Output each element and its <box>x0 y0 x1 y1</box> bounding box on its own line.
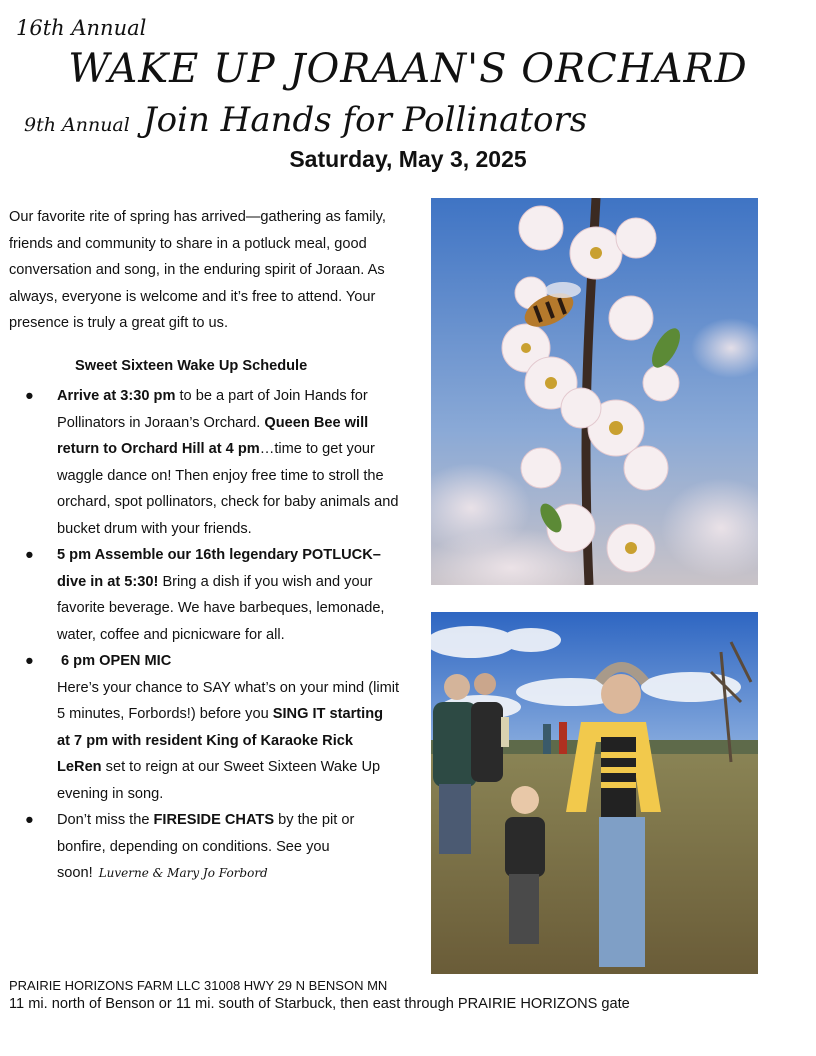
schedule-item-arrive <box>0 383 400 542</box>
bullet-icon: ● <box>25 388 34 404</box>
schedule-item-open-mic <box>0 648 400 807</box>
bullet-icon: ● <box>25 653 34 669</box>
fireside-lead: Don’t miss the <box>57 812 154 828</box>
karaoke-text: SING IT starting at 7 pm with resident King of Karaoke Rick LeRen <box>57 706 384 775</box>
annual-9-label: 9th Annual <box>24 114 130 136</box>
bullet-icon: ● <box>25 547 34 563</box>
potluck-text: Bring a dish if you wish and your favorite beverage. We have barbeques, lemonade, water, coffee and picnicware for all. <box>57 573 385 643</box>
event-subtitle: Join Hands for Pollinators <box>143 100 588 140</box>
event-date: Saturday, May 3, 2025 <box>289 146 527 172</box>
schedule-item-fireside <box>0 807 400 887</box>
waggle-text: …time to get your waggle dance on! Then enjoy free time to stroll the orchard, spot pollinators, check for baby animals and bucket drum with your friends. <box>57 441 399 537</box>
schedule-title: Sweet Sixteen Wake Up Schedule <box>75 358 308 374</box>
fireside-text: by the pit or bonfire, depending on conditions. See you soon! <box>57 812 355 881</box>
annual-16-label: 16th Annual <box>16 16 147 40</box>
farm-address: PRAIRIE HORIZONS FARM LLC 31008 HWY 29 N BENSON MN <box>9 978 388 993</box>
queen-bee-text: Queen Bee will return to Orchard Hill at 4 pm <box>57 414 369 457</box>
event-title: WAKE UP JORAAN'S ORCHARD <box>68 46 748 92</box>
arrive-text: to be a part of Join Hands for Pollinators in Joraan’s Orchard. <box>57 388 368 431</box>
karaoke-tail: set to reign at our Sweet Sixteen Wake Up evening in song. <box>57 759 381 802</box>
orchard-walk-photo <box>431 612 758 974</box>
arrive-time: Arrive at 3:30 pm <box>57 388 176 404</box>
open-mic-text: Here’s your chance to SAY what’s on your mind (limit 5 minutes, Forbords!) before you <box>57 679 400 722</box>
bullet-icon: ● <box>25 812 34 828</box>
blossom-bee-photo <box>431 198 758 585</box>
intro-paragraph: Our favorite rite of spring has arrived—gathering as family, friends and community to share in a potluck meal, good conversation and song, in the enduring spirit of Joraan. As always, everyone is welcome and it’s free to attend. Your presence is truly a great gift to us. <box>9 209 386 331</box>
signature: Luverne & Mary Jo Forbord <box>98 866 268 880</box>
potluck-heading: 5 pm Assemble our 16th legendary POTLUCK–dive in at 5:30! <box>57 547 381 590</box>
directions: 11 mi. north of Benson or 11 mi. south of Starbuck, then east through PRAIRIE HORIZONS gate <box>9 996 630 1012</box>
schedule-item-potluck <box>0 542 400 648</box>
open-mic-heading: 6 pm OPEN MIC <box>61 653 172 669</box>
fireside-heading: FIRESIDE CHATS <box>153 812 275 828</box>
schedule-list <box>0 383 400 887</box>
